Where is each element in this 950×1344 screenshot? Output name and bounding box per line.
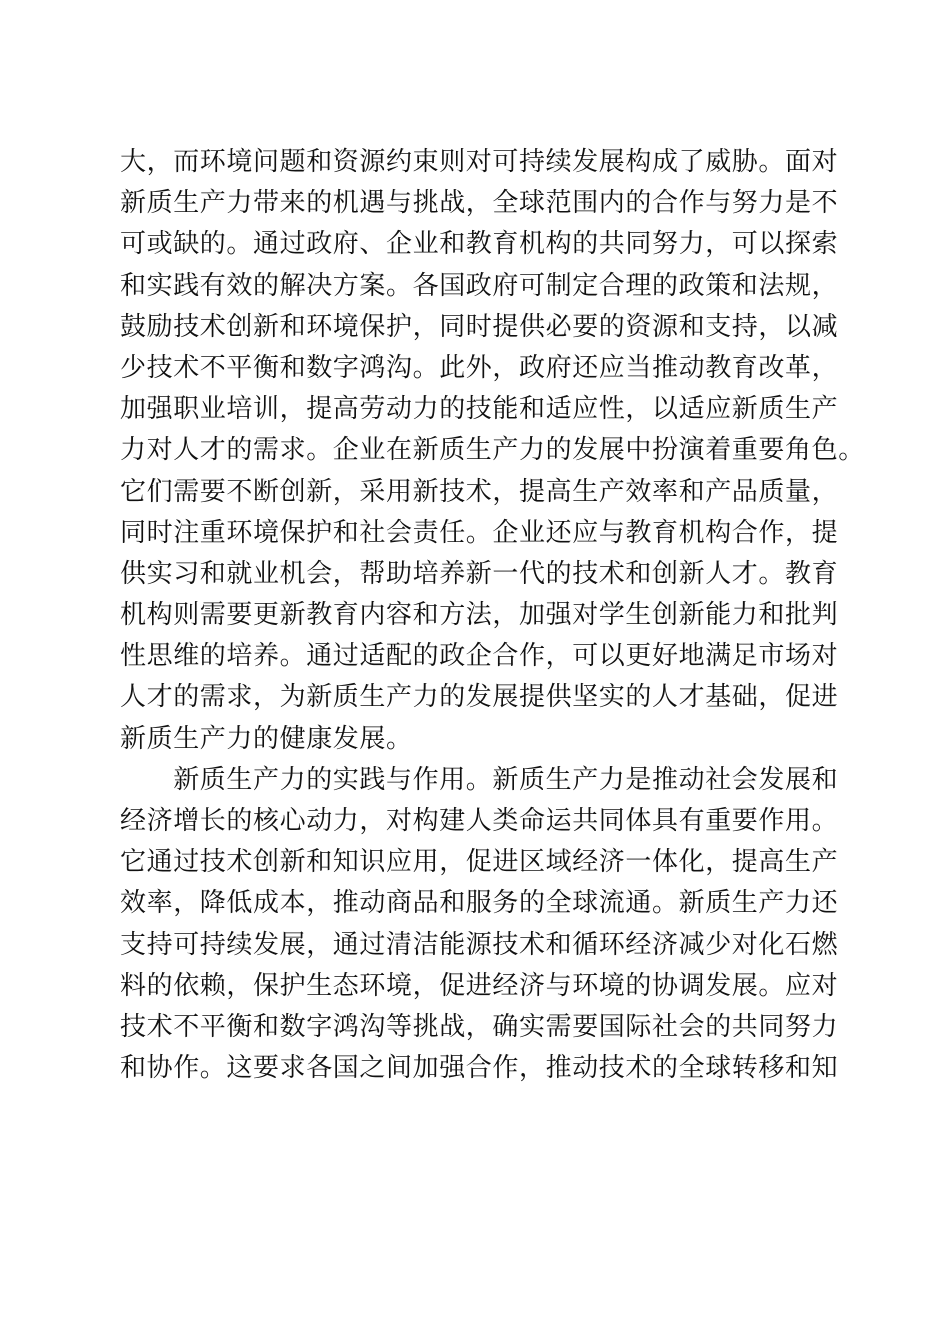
text-line: 新质生产力的实践与作用。新质生产力是推动社会发展和 <box>120 764 839 795</box>
text-line: 新质生产力的健康发展。 <box>120 723 413 754</box>
body-text <box>120 142 865 1089</box>
paragraph-practice <box>120 760 840 1090</box>
text-line: 性思维的培养。通过适配的政企合作，可以更好地满足市场对 <box>120 641 839 672</box>
text-line: 机构则需要更新教育内容和方法，加强对学生创新能力和批判 <box>120 600 839 631</box>
paragraph-continuation <box>120 142 865 760</box>
text-line: 力对人才的需求。企业在新质生产力的发展中扮演着重要角色。 <box>120 435 865 466</box>
text-line: 大，而环境问题和资源约束则对可持续发展构成了威胁。面对 <box>120 147 839 177</box>
text-line: 少技术不平衡和数字鸿沟。此外，政府还应当推动教育改革， <box>120 352 839 383</box>
text-line: 技术不平衡和数字鸿沟等挑战，确实需要国际社会的共同努力 <box>120 1011 839 1042</box>
text-line: 人才的需求，为新质生产力的发展提供坚实的人才基础，促进 <box>120 682 839 713</box>
text-line: 和实践有效的解决方案。各国政府可制定合理的政策和法规， <box>120 270 839 301</box>
text-line: 它们需要不断创新，采用新技术，提高生产效率和产品质量， <box>120 476 839 507</box>
text-line: 新质生产力带来的机遇与挑战，全球范围内的合作与努力是不 <box>120 188 839 219</box>
text-line: 和协作。这要求各国之间加强合作，推动技术的全球转移和知 <box>120 1053 839 1084</box>
text-line: 鼓励技术创新和环境保护，同时提供必要的资源和支持，以减 <box>120 311 839 342</box>
text-line: 支持可持续发展，通过清洁能源技术和循环经济减少对化石燃 <box>120 929 839 960</box>
text-line: 经济增长的核心动力，对构建人类命运共同体具有重要作用。 <box>120 806 839 836</box>
text-line: 同时注重环境保护和社会责任。企业还应与教育机构合作，提 <box>120 517 839 548</box>
text-line: 它通过技术创新和知识应用，促进区域经济一体化，提高生产 <box>120 847 839 878</box>
text-line: 可或缺的。通过政府、企业和教育机构的共同努力，可以探索 <box>120 229 839 260</box>
text-line: 供实习和就业机会，帮助培养新一代的技术和创新人才。教育 <box>120 558 839 589</box>
text-line: 加强职业培训，提高劳动力的技能和适应性，以适应新质生产 <box>120 394 839 425</box>
text-line: 效率，降低成本，推动商品和服务的全球流通。新质生产力还 <box>120 888 839 919</box>
text-line: 料的依赖，保护生态环境，促进经济与环境的协调发展。应对 <box>120 970 839 1001</box>
